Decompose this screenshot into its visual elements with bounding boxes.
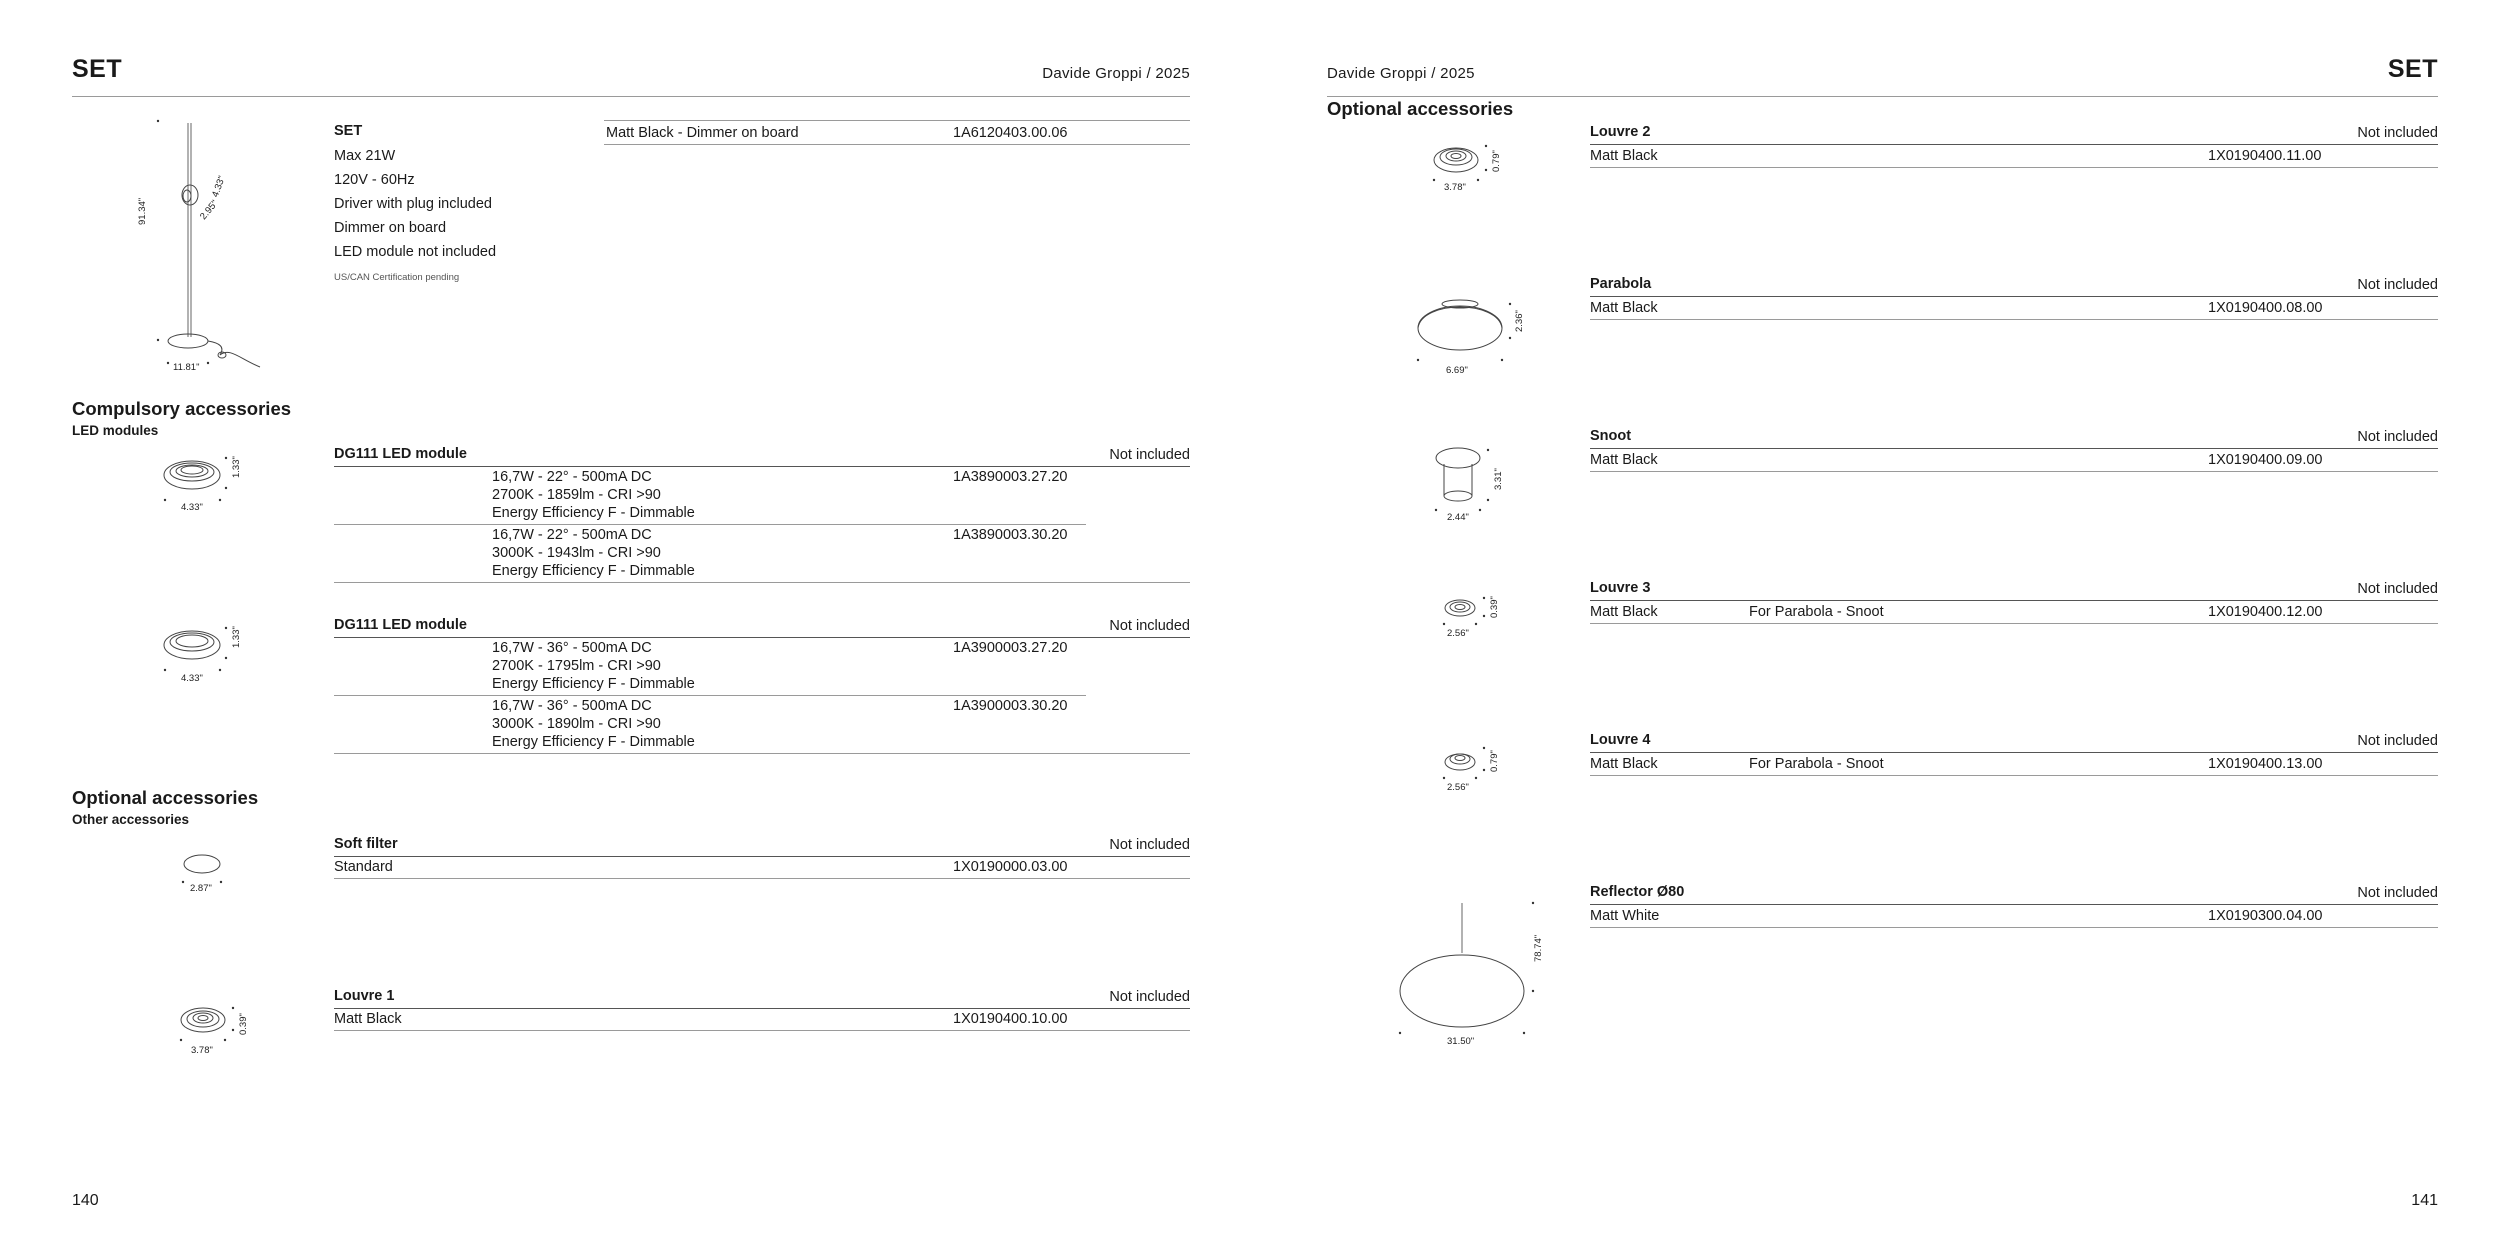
parabola-finish: Matt Black: [1590, 300, 1658, 316]
snoot-height-dim: 3.31": [1493, 468, 1504, 490]
reflector-finish: Matt White: [1590, 908, 1660, 924]
reflector-code: 1X0190300.04.00: [2208, 908, 2323, 924]
module2-row1-l1: 16,7W - 36° - 500mA DC: [492, 640, 652, 656]
module1-name: DG111 LED module: [334, 446, 467, 462]
right-optional-title: Optional accessories: [1327, 98, 1514, 119]
spec-driver: Driver with plug included: [334, 196, 492, 212]
snoot-finish: Matt Black: [1590, 452, 1658, 468]
soft-filter-code: 1X0190000.03.00: [953, 859, 1068, 875]
module2-row2-l1: 16,7W - 36° - 500mA DC: [492, 698, 652, 714]
lamp-top-dim: 4.33": [210, 174, 228, 199]
left-header-rule: [72, 96, 1190, 97]
louvre4-height-dim: 0.79": [1489, 750, 1500, 772]
module1-row-divider: [334, 524, 1086, 525]
louvre3-name: Louvre 3: [1590, 580, 1651, 596]
module2-row-divider: [334, 695, 1086, 696]
left-page-number: 140: [72, 1192, 99, 1209]
module1-status: Not included: [1109, 447, 1190, 463]
parabola-rule: [1590, 296, 2438, 297]
optional-title: Optional accessories: [72, 787, 259, 808]
module2-height-dim: 1.33": [231, 626, 242, 648]
reflector-rule: [1590, 904, 2438, 905]
soft-filter-finish: Standard: [334, 859, 393, 875]
louvre1-bottom-rule: [334, 1030, 1190, 1031]
louvre2-status: Not included: [2357, 125, 2438, 141]
spec-power: Max 21W: [334, 148, 396, 164]
lamp-head-dim: 2.95": [198, 198, 221, 223]
module1-row2-l1: 16,7W - 22° - 500mA DC: [492, 527, 652, 543]
module1-row1-l3: Energy Efficiency F - Dimmable: [492, 505, 695, 521]
module1-rule: [334, 466, 1190, 467]
right-header-author: Davide Groppi / 2025: [1327, 65, 1475, 82]
module1-row1-l1: 16,7W - 22° - 500mA DC: [492, 469, 652, 485]
product-table-bottom-rule: [604, 144, 1190, 145]
module2-row2-code: 1A3900003.30.20: [953, 698, 1068, 714]
louvre3-width-dim: 2.56": [1447, 628, 1469, 639]
louvre1-finish: Matt Black: [334, 1011, 402, 1027]
louvre2-rule: [1590, 144, 2438, 145]
product-table-top-rule: [604, 120, 1190, 121]
reflector-bottom-rule: [1590, 927, 2438, 928]
louvre4-note: For Parabola - Snoot: [1749, 756, 1884, 772]
lamp-height-dim: 91.34": [137, 197, 148, 225]
product-variant: Matt Black - Dimmer on board: [606, 125, 799, 141]
module1-row1-l2: 2700K - 1859lm - CRI >90: [492, 487, 661, 503]
spec-voltage: 120V - 60Hz: [334, 172, 415, 188]
parabola-bottom-rule: [1590, 319, 2438, 320]
right-header-rule: [1327, 96, 2438, 97]
module2-row2-l2: 3000K - 1890lm - CRI >90: [492, 716, 661, 732]
module2-name: DG111 LED module: [334, 617, 467, 633]
module2-row2-l3: Energy Efficiency F - Dimmable: [492, 734, 695, 750]
louvre2-code: 1X0190400.11.00: [2208, 148, 2322, 164]
module1-bottom-rule: [334, 582, 1190, 583]
louvre2-finish: Matt Black: [1590, 148, 1658, 164]
soft-filter-bottom-rule: [334, 878, 1190, 879]
optional-subtitle: Other accessories: [72, 812, 190, 827]
louvre1-height-dim: 0.39": [238, 1013, 249, 1035]
reflector-status: Not included: [2357, 885, 2438, 901]
module1-row2-l2: 3000K - 1943lm - CRI >90: [492, 545, 661, 561]
louvre1-rule: [334, 1008, 1190, 1009]
compulsory-subtitle: LED modules: [72, 423, 159, 438]
snoot-name: Snoot: [1590, 428, 1632, 444]
reflector-name: Reflector Ø80: [1590, 884, 1685, 900]
compulsory-title: Compulsory accessories: [72, 398, 292, 419]
snoot-rule: [1590, 448, 2438, 449]
parabola-status: Not included: [2357, 277, 2438, 293]
louvre4-name: Louvre 4: [1590, 732, 1651, 748]
certification-note: US/CAN Certification pending: [334, 272, 460, 283]
louvre3-finish: Matt Black: [1590, 604, 1658, 620]
reflector-height-dim: 78.74": [1533, 934, 1544, 962]
module2-status: Not included: [1109, 618, 1190, 634]
louvre4-status: Not included: [2357, 733, 2438, 749]
module1-height-dim: 1.33": [231, 456, 242, 478]
module2-width-dim: 4.33": [181, 673, 203, 684]
module2-row1-l2: 2700K - 1795lm - CRI >90: [492, 658, 661, 674]
parabola-drawing: [1410, 290, 1520, 365]
product-name: SET: [334, 123, 363, 139]
louvre3-rule: [1590, 600, 2438, 601]
parabola-name: Parabola: [1590, 276, 1652, 292]
module2-row1-code: 1A3900003.27.20: [953, 640, 1068, 656]
module1-row2-code: 1A3890003.30.20: [953, 527, 1068, 543]
module1-row2-l3: Energy Efficiency F - Dimmable: [492, 563, 695, 579]
snoot-code: 1X0190400.09.00: [2208, 452, 2323, 468]
louvre3-code: 1X0190400.12.00: [2208, 604, 2323, 620]
module2-row1-l3: Energy Efficiency F - Dimmable: [492, 676, 695, 692]
left-page-title: SET: [72, 55, 123, 83]
soft-filter-width-dim: 2.87": [190, 883, 212, 894]
lamp-base-dim: 11.81": [173, 362, 200, 373]
louvre4-width-dim: 2.56": [1447, 782, 1469, 793]
parabola-height-dim: 2.36": [1514, 310, 1525, 332]
soft-filter-name: Soft filter: [334, 836, 398, 852]
parabola-code: 1X0190400.08.00: [2208, 300, 2323, 316]
snoot-status: Not included: [2357, 429, 2438, 445]
parabola-width-dim: 6.69": [1446, 365, 1468, 376]
louvre4-rule: [1590, 752, 2438, 753]
soft-filter-rule: [334, 856, 1190, 857]
louvre3-note: For Parabola - Snoot: [1749, 604, 1884, 620]
louvre2-height-dim: 0.79": [1491, 150, 1502, 172]
louvre2-width-dim: 3.78": [1444, 182, 1466, 193]
spec-led: LED module not included: [334, 244, 497, 260]
louvre3-height-dim: 0.39": [1489, 596, 1500, 618]
reflector-drawing: [1390, 895, 1550, 1040]
reflector-width-dim: 31.50": [1447, 1036, 1475, 1047]
floor-lamp-drawing: [140, 115, 270, 380]
right-page-title: SET: [2387, 55, 2438, 83]
led-module-drawing: [160, 450, 260, 510]
louvre1-name: Louvre 1: [334, 988, 395, 1004]
louvre2-name: Louvre 2: [1590, 124, 1651, 140]
product-code: 1A6120403.00.06: [953, 125, 1068, 141]
right-page-number: 141: [2411, 1192, 2438, 1209]
module2-bottom-rule: [334, 753, 1190, 754]
soft-filter-status: Not included: [1109, 837, 1190, 853]
snoot-width-dim: 2.44": [1447, 512, 1469, 523]
snoot-bottom-rule: [1590, 471, 2438, 472]
spec-dimmer: Dimmer on board: [334, 220, 447, 236]
module2-rule: [334, 637, 1190, 638]
louvre3-status: Not included: [2357, 581, 2438, 597]
louvre4-finish: Matt Black: [1590, 756, 1658, 772]
louvre1-width-dim: 3.78": [191, 1045, 213, 1056]
louvre3-bottom-rule: [1590, 623, 2438, 624]
louvre4-code: 1X0190400.13.00: [2208, 756, 2323, 772]
louvre4-bottom-rule: [1590, 775, 2438, 776]
louvre2-bottom-rule: [1590, 167, 2438, 168]
module1-width-dim: 4.33": [181, 502, 203, 513]
module1-row1-code: 1A3890003.27.20: [953, 469, 1068, 485]
left-header-author: Davide Groppi / 2025: [1042, 65, 1190, 82]
louvre1-status: Not included: [1109, 989, 1190, 1005]
led-module-drawing: [160, 620, 260, 680]
louvre1-code: 1X0190400.10.00: [953, 1011, 1068, 1027]
